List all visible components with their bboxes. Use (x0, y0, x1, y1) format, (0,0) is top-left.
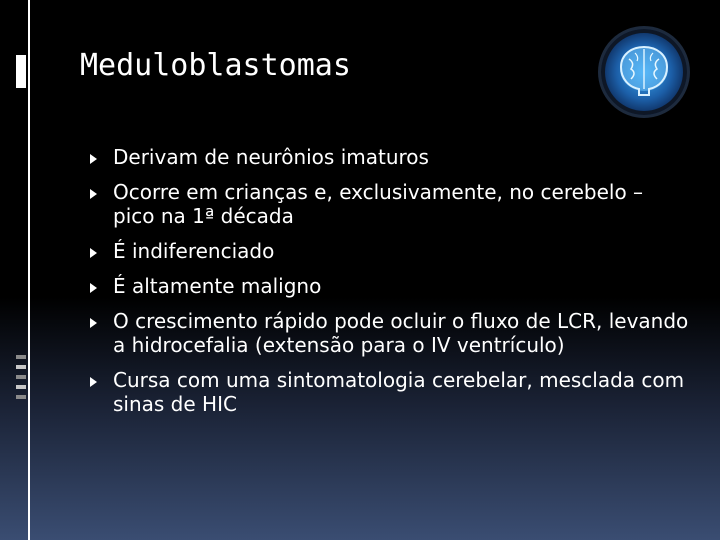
slide-title: Meduloblastomas (80, 48, 351, 83)
list-item (90, 180, 690, 228)
title-accent-block (16, 55, 26, 88)
bullet-arrow-icon (90, 283, 97, 293)
list-item-text: O crescimento rápido pode ocluir o fluxo de LCR, levando a hidrocefalia (extensão para o IV ventrículo) (113, 309, 689, 357)
list-item (90, 145, 690, 169)
left-border-line (28, 0, 30, 540)
bullet-arrow-icon (90, 189, 97, 199)
list-item-text: Ocorre em crianças e, exclusivamente, no cerebelo – pico na 1ª década (113, 180, 644, 228)
bullet-arrow-icon (90, 377, 97, 387)
bullet-list (90, 145, 690, 427)
list-item (90, 368, 690, 416)
bullet-arrow-icon (90, 248, 97, 258)
list-item-text: Derivam de neurônios imaturos (113, 145, 429, 169)
list-item-text: Cursa com uma sintomatologia cerebelar, mesclada com sinas de HIC (113, 368, 685, 416)
list-item-text: É altamente maligno (113, 274, 322, 298)
decorative-bars (16, 355, 26, 405)
list-item (90, 309, 690, 357)
bullet-arrow-icon (90, 154, 97, 164)
list-item (90, 239, 690, 263)
brain-icon (598, 26, 690, 118)
bullet-arrow-icon (90, 318, 97, 328)
list-item-text: É indiferenciado (113, 239, 275, 263)
list-item (90, 274, 690, 298)
